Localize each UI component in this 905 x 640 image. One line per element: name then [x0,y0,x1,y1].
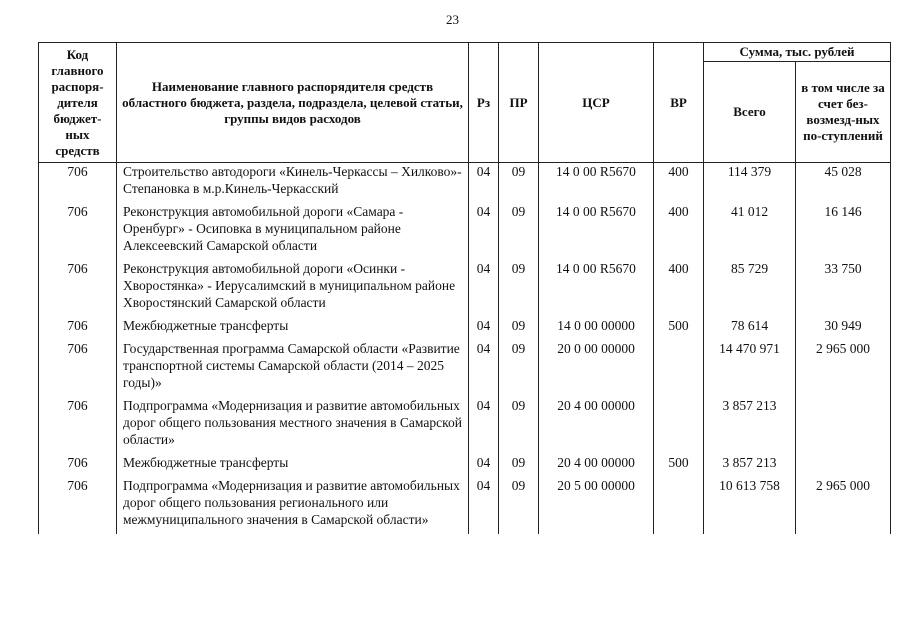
cell-vr [654,397,704,454]
cell-vr [654,477,704,534]
cell-rz: 04 [469,397,499,454]
cell-rz: 04 [469,163,499,204]
cell-pr: 09 [499,203,539,260]
cell-rz: 04 [469,477,499,534]
header-sum: Сумма, тыс. рублей [704,43,891,62]
cell-total: 78 614 [704,317,796,340]
cell-csr: 20 5 00 00000 [539,477,654,534]
cell-rz: 04 [469,203,499,260]
cell-free [796,397,891,454]
cell-name: Подпрограмма «Модернизация и развитие автомобильных дорог общего пользования местного значения в Самарской области» [117,397,469,454]
cell-name: Межбюджетные трансферты [117,454,469,477]
header-name: Наименование главного распорядителя средств областного бюджета, раздела, подраздела, целевой статьи, группы видов расходов [117,43,469,163]
cell-name: Реконструкция автомобильной дороги «Самара - Оренбург» - Осиповка в муниципальном районе Алексеевский Самарской области [117,203,469,260]
cell-total: 3 857 213 [704,454,796,477]
cell-name: Межбюджетные трансферты [117,317,469,340]
cell-pr: 09 [499,397,539,454]
cell-code: 706 [39,260,117,317]
cell-free: 16 146 [796,203,891,260]
table-row [39,477,891,534]
cell-pr: 09 [499,477,539,534]
cell-rz: 04 [469,260,499,317]
header-code: Код главного распоря-дителя бюджет-ных средств [39,43,117,163]
cell-free: 2 965 000 [796,477,891,534]
cell-csr: 20 0 00 00000 [539,340,654,397]
table-row [39,317,891,340]
cell-total: 10 613 758 [704,477,796,534]
table-row [39,260,891,317]
table-body [39,163,891,535]
cell-code: 706 [39,203,117,260]
cell-code: 706 [39,163,117,204]
cell-vr [654,340,704,397]
cell-csr: 14 0 00 R5670 [539,260,654,317]
cell-code: 706 [39,340,117,397]
cell-csr: 14 0 00 R5670 [539,163,654,204]
cell-csr: 20 4 00 00000 [539,454,654,477]
cell-total: 14 470 971 [704,340,796,397]
cell-pr: 09 [499,454,539,477]
table-row [39,203,891,260]
cell-total: 3 857 213 [704,397,796,454]
cell-code: 706 [39,454,117,477]
header-vr: ВР [654,43,704,163]
cell-rz: 04 [469,454,499,477]
cell-free: 30 949 [796,317,891,340]
cell-free: 33 750 [796,260,891,317]
cell-code: 706 [39,477,117,534]
cell-total: 114 379 [704,163,796,204]
cell-vr: 400 [654,163,704,204]
cell-vr: 500 [654,317,704,340]
cell-name: Подпрограмма «Модернизация и развитие автомобильных дорог общего пользования регионального или межмуниципального значения в Самарской области» [117,477,469,534]
cell-vr: 500 [654,454,704,477]
cell-rz: 04 [469,340,499,397]
table-row [39,340,891,397]
page-number: 23 [446,12,459,27]
cell-free: 2 965 000 [796,340,891,397]
cell-free [796,454,891,477]
header-rz: Рз [469,43,499,163]
cell-csr: 14 0 00 00000 [539,317,654,340]
header-pr: ПР [499,43,539,163]
cell-name: Строительство автодороги «Кинель-Черкассы – Хилково»-Степановка в м.р.Кинель-Черкасский [117,163,469,204]
cell-total: 41 012 [704,203,796,260]
cell-total: 85 729 [704,260,796,317]
cell-code: 706 [39,317,117,340]
cell-csr: 20 4 00 00000 [539,397,654,454]
header-including: в том числе за счет без-возмезд-ных по-ступлений [796,62,891,163]
cell-pr: 09 [499,260,539,317]
cell-name: Государственная программа Самарской области «Развитие транспортной системы Самарской области (2014 – 2025 годы)» [117,340,469,397]
cell-pr: 09 [499,317,539,340]
cell-code: 706 [39,397,117,454]
cell-vr: 400 [654,203,704,260]
cell-pr: 09 [499,163,539,204]
header-csr: ЦСР [539,43,654,163]
table-row [39,163,891,204]
budget-table [38,42,891,534]
cell-free: 45 028 [796,163,891,204]
table-row [39,397,891,454]
cell-name: Реконструкция автомобильной дороги «Осинки - Хворостянка» - Иерусалимский в муниципальном районе Хворостянский Самарской области [117,260,469,317]
cell-vr: 400 [654,260,704,317]
cell-rz: 04 [469,317,499,340]
cell-csr: 14 0 00 R5670 [539,203,654,260]
cell-pr: 09 [499,340,539,397]
header-total: Всего [704,62,796,163]
table-row [39,454,891,477]
